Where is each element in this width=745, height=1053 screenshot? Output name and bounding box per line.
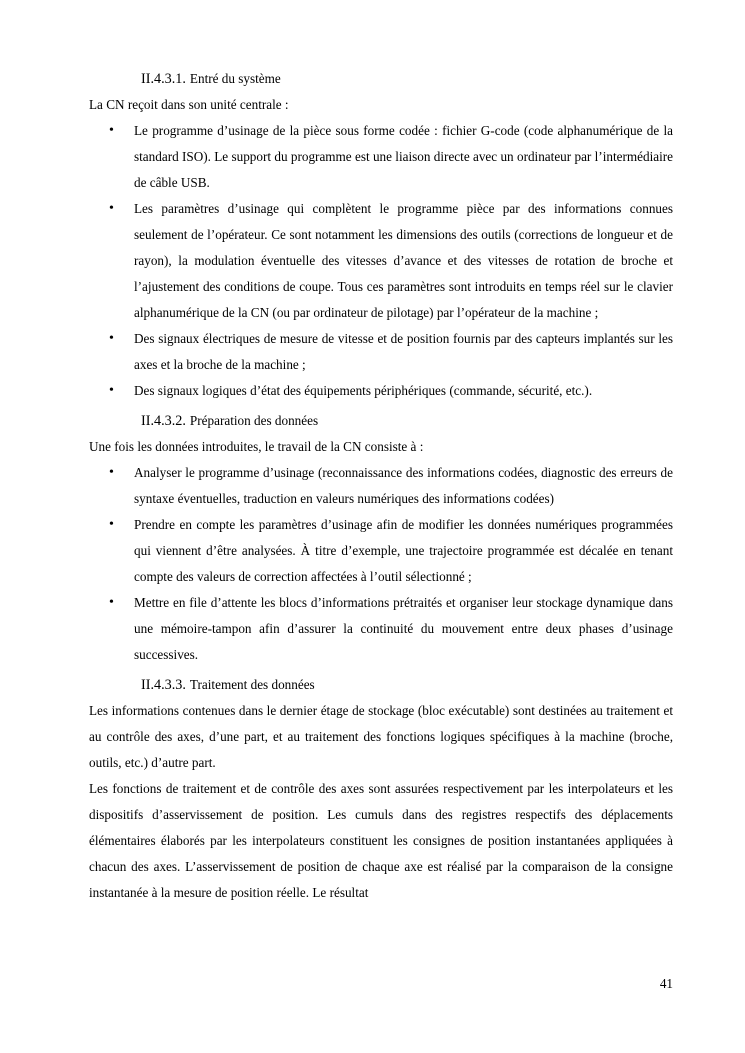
- list-item: [89, 512, 673, 590]
- bullet-icon: •: [109, 517, 114, 532]
- list-item-text: Les paramètres d’usinage qui complètent le programme pièce par des informations connues seulement de l’opérateur. Ce sont notamment les dimensions des outils (corrections de longueur et de rayon), la modulation éventuelle des vitesses d’avance et des vitesses de rotation de broche et l’ajustement des conditions de coupe. Tous ces paramètres sont introduits en temps réel sur le clavier alphanumérique de la CN (ou par ordinateur de pilotage) par l’opérateur de la machine ;: [134, 201, 673, 320]
- list-item-text: Des signaux logiques d’état des équipements périphériques (commande, sécurité, etc.).: [134, 383, 593, 398]
- list-item: [89, 118, 673, 196]
- list-item: [89, 460, 673, 512]
- section-number: II.4.3.3.: [141, 677, 186, 693]
- paragraph: Les fonctions de traitement et de contrôle des axes sont assurées respectivement par les interpolateurs et les dispositifs d’asservissement de position. Les cumuls dans des registres respectifs des déplacements élémentaires élaborés par les interpolateurs constituent les consignes de position instantanées appliquées à chacun des axes. L’asservissement de position de chaque axe est réalisé par la comparaison de la consigne instantanée à la mesure de position réelle. Le résultat: [89, 781, 673, 900]
- bullet-icon: •: [109, 383, 114, 398]
- list-item-text: Analyser le programme d’usinage (reconnaissance des informations codées, diagnostic des erreurs de syntaxe éventuelles, traduction en valeurs numériques des informations codées): [134, 465, 673, 506]
- section-heading-traitement: [89, 672, 673, 698]
- list-item-text: Mettre en file d’attente les blocs d’informations prétraités et organiser leur stockage dynamique dans une mémoire-tampon afin d’assurer la continuité du mouvement entre deux phases d’usinage successives.: [134, 595, 673, 662]
- section-heading-entree: [89, 66, 673, 92]
- list-item-text: Prendre en compte les paramètres d’usinage afin de modifier les données numériques programmées qui viennent d’être analysées. À titre d’exemple, une trajectoire programmée est décalée en tenant compte des valeurs de correction affectées à l’outil sélectionné ;: [134, 517, 673, 584]
- paragraph: Les informations contenues dans le dernier étage de stockage (bloc exécutable) sont destinées au traitement et au contrôle des axes, d’une part, et au traitement des fonctions logiques spécifiques à la machine (broche, outils, etc.) d’autre part.: [89, 703, 673, 770]
- section-heading-preparation: [89, 408, 673, 434]
- section-intro: Une fois les données introduites, le travail de la CN consiste à :: [89, 439, 424, 454]
- bullet-icon: •: [109, 595, 114, 610]
- section-number: II.4.3.2.: [141, 413, 186, 429]
- list-item: [89, 326, 673, 378]
- bullet-icon: •: [109, 123, 114, 138]
- section-title: Traitement des données: [189, 677, 315, 692]
- section-intro: La CN reçoit dans son unité centrale :: [89, 97, 289, 112]
- section-title: Entré du système: [189, 71, 281, 86]
- section-title: Préparation des données: [189, 413, 319, 428]
- page-number: 41: [659, 976, 673, 991]
- list-item-text: Des signaux électriques de mesure de vitesse et de position fournis par des capteurs implantés sur les axes et la broche de la machine ;: [134, 331, 673, 372]
- list-item: [89, 378, 673, 404]
- page-body: [89, 66, 673, 906]
- bullet-list-preparation: [89, 460, 673, 668]
- list-item: [89, 590, 673, 668]
- bullet-icon: •: [109, 331, 114, 346]
- bullet-icon: •: [109, 465, 114, 480]
- list-item: [89, 196, 673, 326]
- list-item-text: Le programme d’usinage de la pièce sous forme codée : fichier G-code (code alphanumérique de la standard ISO). Le support du programme est une liaison directe avec un ordinateur par l’intermédiaire de câble USB.: [134, 123, 673, 190]
- bullet-list-entree: [89, 118, 673, 404]
- section-number: II.4.3.1.: [141, 71, 186, 87]
- bullet-icon: •: [109, 201, 114, 216]
